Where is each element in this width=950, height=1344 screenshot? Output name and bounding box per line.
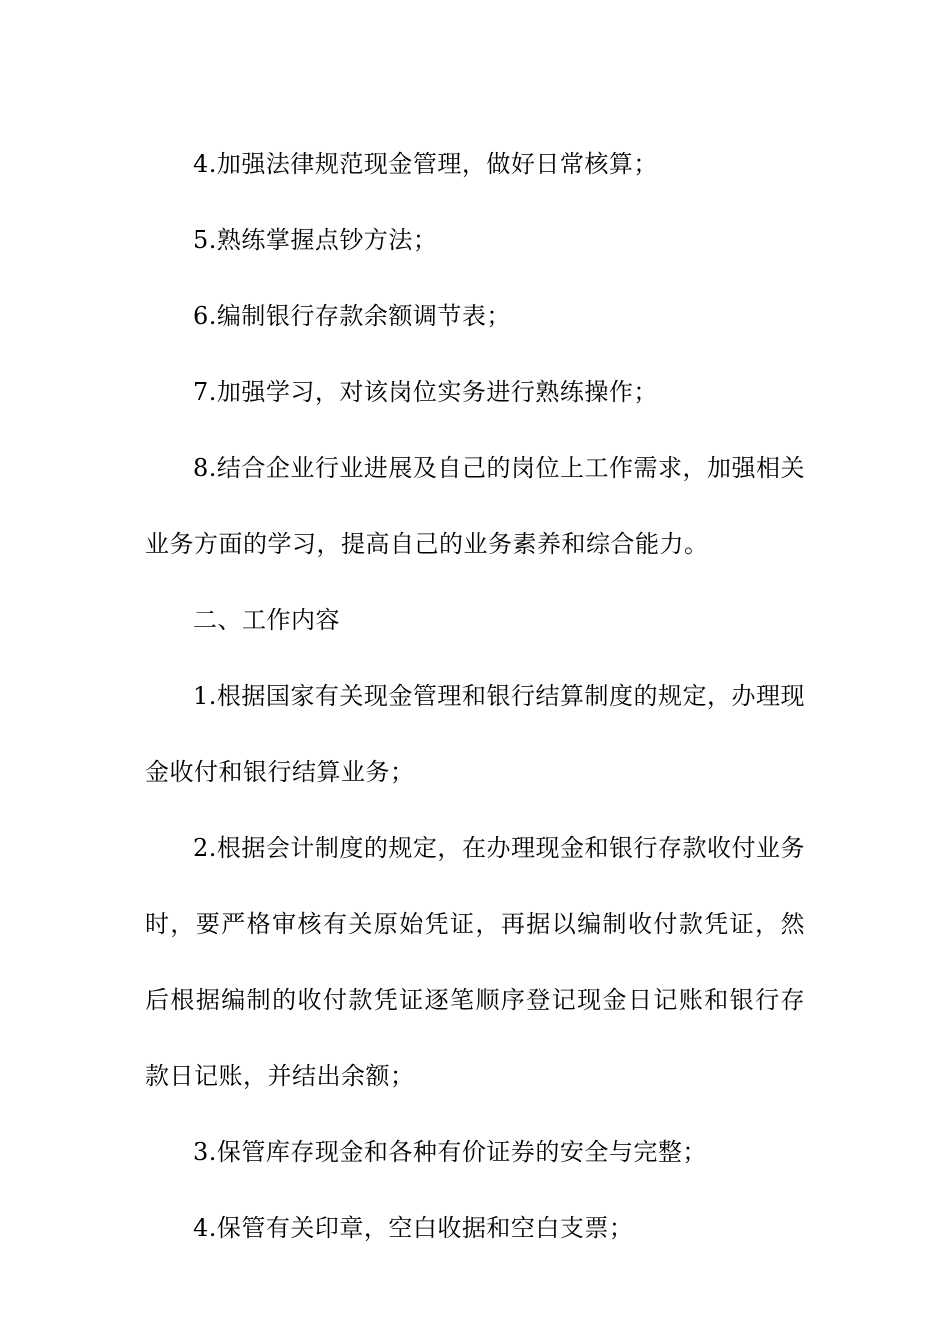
paragraph-item-2-vouchers-journals: 2.根据会计制度的规定，在办理现金和银行存款收付业务时，要严格审核有关原始凭证，再据以编制收付款凭证，然后根据编制的收付款凭证逐笔顺序登记现金日记账和银行存款日记账，并结出余额； <box>145 834 805 1090</box>
section-heading-work-content: 二、工作内容 <box>193 606 340 634</box>
paragraph-item-8-business-learning: 8.结合企业行业进展及自己的岗位上工作需求，加强相关业务方面的学习，提高自己的业务素养和综合能力。 <box>145 454 805 558</box>
paragraph-item-5-counting-money: 5.熟练掌握点钞方法； <box>193 226 438 254</box>
document-body <box>145 126 805 1266</box>
paragraph-item-7-study: 7.加强学习，对该岗位实务进行熟练操作； <box>193 378 658 406</box>
paragraph-item-6-reconciliation: 6.编制银行存款余额调节表； <box>193 302 511 330</box>
paragraph-item-3-safekeeping-cash: 3.保管库存现金和各种有价证券的安全与完整； <box>193 1138 707 1166</box>
paragraph-item-4-seals-cheques: 4.保管有关印章，空白收据和空白支票； <box>193 1214 634 1242</box>
paragraph-item-4-cash-management: 4.加强法律规范现金管理，做好日常核算； <box>193 150 658 178</box>
paragraph-item-1-cash-settlement: 1.根据国家有关现金管理和银行结算制度的规定，办理现金收付和银行结算业务； <box>145 682 805 786</box>
